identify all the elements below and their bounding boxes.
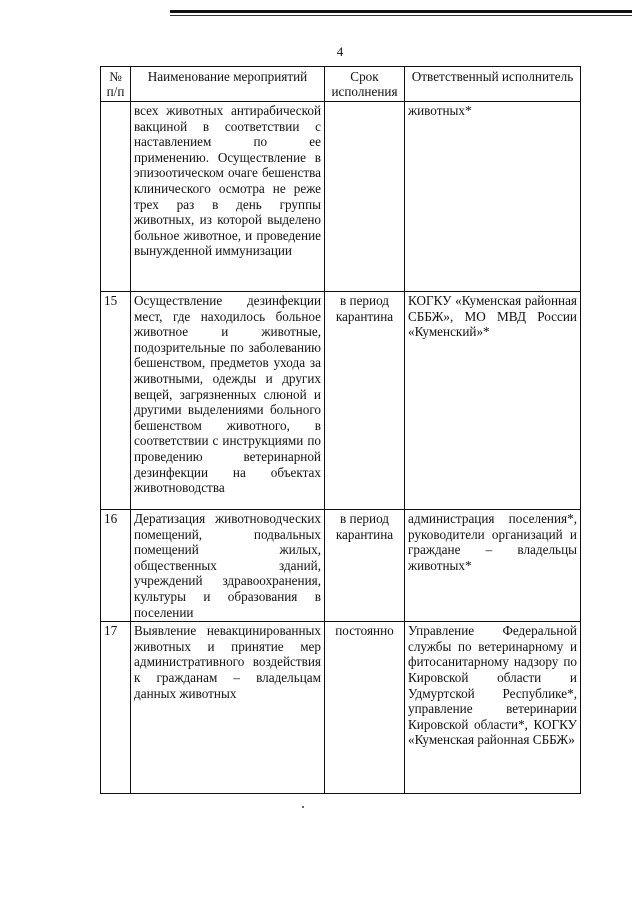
header-num: № п/п (101, 67, 131, 102)
header-responsible: Ответственный исполнитель (405, 67, 581, 102)
header-term: Срок исполнения (325, 67, 405, 102)
table-row (101, 510, 581, 622)
top-rule-thin (170, 15, 632, 16)
row-num: 17 (101, 622, 131, 794)
table-header-row (101, 67, 581, 102)
top-rule (170, 10, 632, 13)
row-name: Дератизация животноводческих помещений, подвальных помещений жилых, общественных зданий, учреждений здравоохранения, культуры и образования в поселении (131, 510, 325, 622)
row-name: Осуществление дезинфекции мест, где находилось больное животное и животные, подозрительные по заболеванию бешенством, предметов ухода за животными, одежды и других вещей, загрязненных слюной и другими выделениями больного бешенством животного, в соответствии с инструкциями по проведению ветеринарной дезинфекции на объектах животноводства (131, 292, 325, 510)
page-number: 4 (336, 44, 344, 59)
row-name: всех животных антирабической вакциной в соответствии с наставлением по ее применению. Осуществление в эпизоотическом очаге бешенства клинического осмотра не реже трех раз в день группы животных, из которой выделено больное животное, и проведение вынужденной иммунизации (131, 102, 325, 292)
row-term (325, 102, 405, 292)
row-term: постоянно (325, 622, 405, 794)
row-responsible: КОГКУ «Куменская районная СББЖ», МО МВД России «Куменский»* (405, 292, 581, 510)
row-name: Выявление невакцинированных животных и принятие мер административного воздействия к гражданам – владельцам данных животных (131, 622, 325, 794)
table-row (101, 622, 581, 794)
row-responsible: животных* (405, 102, 581, 292)
row-term: в период карантина (325, 292, 405, 510)
table-row (101, 102, 581, 292)
row-num (101, 102, 131, 292)
table-row (101, 292, 581, 510)
header-name: Наименование мероприятий (131, 67, 325, 102)
row-num: 16 (101, 510, 131, 622)
stray-dot (302, 806, 304, 808)
row-responsible: администрация поселения*, руководители организаций и граждане – владельцы животных* (405, 510, 581, 622)
measures-table (100, 66, 581, 794)
row-num: 15 (101, 292, 131, 510)
row-term: в период карантина (325, 510, 405, 622)
row-responsible: Управление Федеральной службы по ветеринарному и фитосанитарному надзору по Кировской области и Удмуртской Республике*, управление ветеринарии Кировской области*, КОГКУ «Куменская районная СББЖ» (405, 622, 581, 794)
